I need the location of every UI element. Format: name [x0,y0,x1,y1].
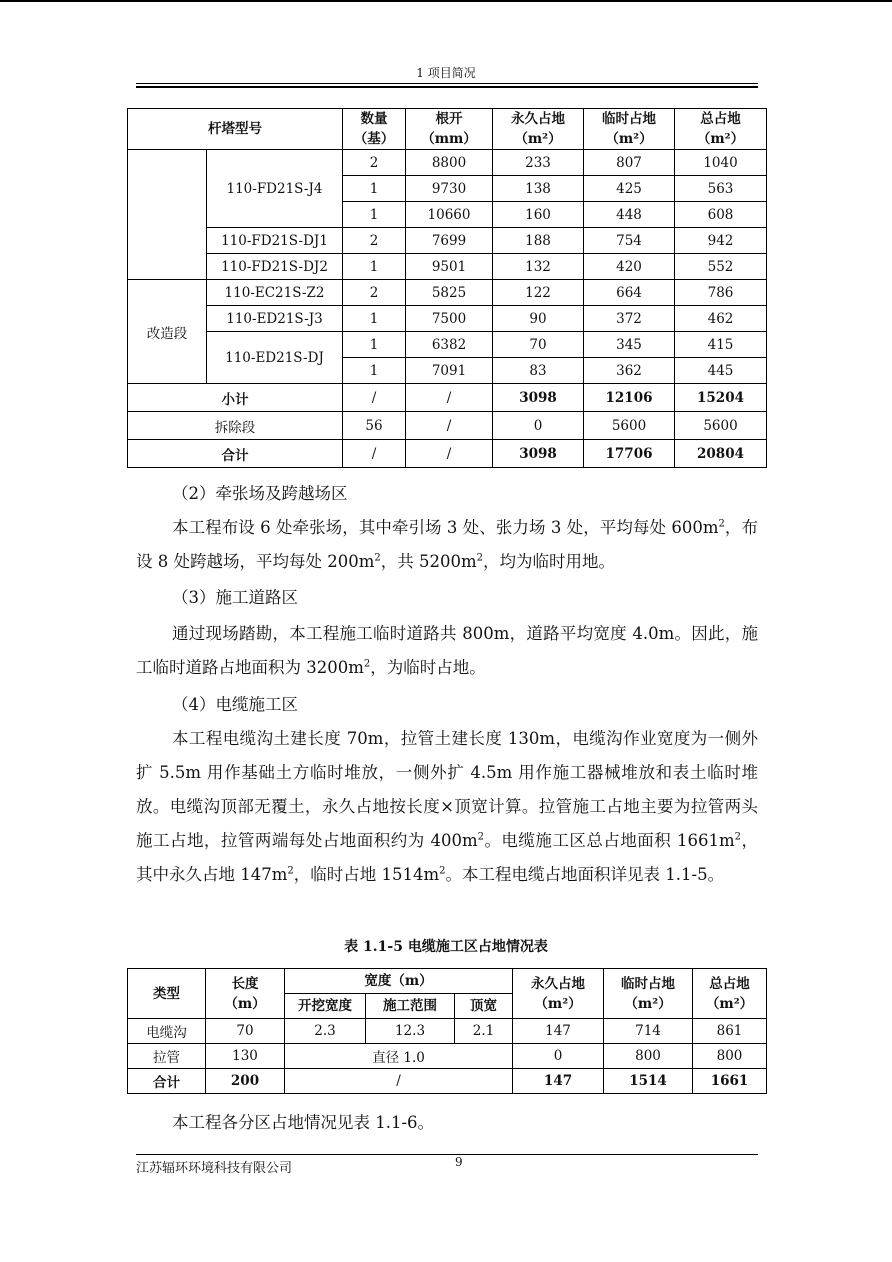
header-rule-thin [136,83,758,84]
cell-model: 110-EC21S-Z2 [207,280,343,306]
footer-rule [136,1154,758,1155]
cell-count: / [343,440,406,468]
cell-type: 电缆沟 [128,1019,206,1044]
footer-company: 江苏辐环环境科技有限公司 [136,1161,293,1176]
col-header-type: 类型 [128,969,206,1019]
cell-root: 7091 [406,358,493,384]
col-header-count: 数量 （基） [343,109,406,150]
cell-count: 2 [343,228,406,254]
cell-root: 5825 [406,280,493,306]
col-header-total: 总占地 （m²） [693,969,767,1019]
cell-total: 462 [675,306,767,332]
cell-width-merged: / [285,1069,513,1094]
table-caption: 表 1.1-5 电缆施工区占地情况表 [344,939,548,955]
cell-root: / [406,384,493,412]
cell-root: / [406,412,493,440]
cell-temp: 425 [584,176,675,202]
demolish-label: 拆除段 [128,412,343,440]
cell-dig: 2.3 [285,1019,366,1044]
cell-total: 1661 [693,1069,767,1094]
table-row [128,228,767,254]
cell-perm: 0 [493,412,584,440]
cell-count: 1 [343,202,406,228]
section-4-paragraph [136,722,758,892]
cell-root: 7500 [406,306,493,332]
cell-perm: 83 [493,358,584,384]
col-header-temp: 临时占地 （m²） [584,109,675,150]
cell-perm: 3098 [493,440,584,468]
cell-top: 2.1 [455,1019,513,1044]
cable-land-table [127,968,767,1094]
table-row [128,306,767,332]
tower-land-table [127,108,767,468]
superscript: 2 [734,831,742,843]
table-row [128,280,767,306]
cell-temp: 372 [584,306,675,332]
cell-temp: 362 [584,358,675,384]
cell-range: 12.3 [366,1019,455,1044]
table-row [128,1019,767,1044]
col-header-root: 根开 （mm） [406,109,493,150]
cell-count: 56 [343,412,406,440]
grand-total-label: 合计 [128,440,343,468]
table-header-row [128,109,767,150]
cell-total: 20804 [675,440,767,468]
group-cell-blank [128,150,207,280]
table-row [128,254,767,280]
grand-total-row [128,440,767,468]
section-3-paragraph [136,617,758,685]
cell-model: 110-FD21S-DJ2 [207,254,343,280]
cell-temp: 17706 [584,440,675,468]
s4-text-a: 本工程电缆沟土建长度 70m，拉管土建长度 130m，电缆沟作业宽度为一侧外扩 5.5m 用作基础土方临时堆放，一侧外扩 4.5m 用作施工器械堆放和表土临时堆放。电缆沟顶部无覆土，永久占地按长度×顶宽计算。拉管施工占地主要为拉管两头施工占地，拉管两端每处占地面积约为 400m [136,729,758,850]
table-row [128,1044,767,1069]
superscript: 2 [287,865,294,877]
cell-count: / [343,384,406,412]
cell-total: 1040 [675,150,767,176]
cell-temp: 807 [584,150,675,176]
top-border-line [0,0,892,2]
cell-perm: 132 [493,254,584,280]
cell-total: 608 [675,202,767,228]
col-header-top: 顶宽 [455,994,513,1019]
cell-root: 9730 [406,176,493,202]
s2-text-c: ，共 5200m [380,552,477,571]
cell-perm: 147 [513,1019,604,1044]
cell-model: 110-ED21S-DJ [207,332,343,384]
cell-total: 415 [675,332,767,358]
cell-total: 563 [675,176,767,202]
cell-total: 5600 [675,412,767,440]
col-header-total: 总占地 （m²） [675,109,767,150]
section-2-title: （2）牵张场及跨越场区 [172,484,348,503]
cell-count: 1 [343,176,406,202]
cell-length: 200 [206,1069,285,1094]
s3-text-a: 通过现场踏勘，本工程施工临时道路共 800m，道路平均宽度 4.0m。因此，施工临时道路占地面积为 3200m [136,624,758,677]
s4-text-b: 。电缆施工区总占地面积 1661m [483,831,735,850]
cell-model: 110-FD21S-DJ1 [207,228,343,254]
s2-text-a: 本工程布设 6 处牵张场，其中牵引场 3 处、张力场 3 处，平均每处 600m [172,518,719,537]
cell-temp: 448 [584,202,675,228]
table-header-row [128,969,767,994]
cell-temp: 420 [584,254,675,280]
cell-perm: 147 [513,1069,604,1094]
s3-text-b: ，为临时占地。 [370,658,486,677]
table-row [128,332,767,358]
cell-type: 合计 [128,1069,206,1094]
cell-total: 15204 [675,384,767,412]
col-header-length: 长度 （m） [206,969,285,1019]
group-cell-rebuild: 改造段 [128,280,207,384]
superscript: 2 [439,865,446,877]
cell-root: 6382 [406,332,493,358]
cell-total: 942 [675,228,767,254]
col-header-type: 杆塔型号 [128,109,343,150]
cell-model: 110-ED21S-J3 [207,306,343,332]
col-header-width: 宽度（m） [285,969,513,994]
col-header-temp: 临时占地 （m²） [604,969,693,1019]
superscript: 2 [718,518,725,530]
cell-count: 1 [343,332,406,358]
cell-model: 110-FD21S-J4 [207,150,343,228]
cell-length: 130 [206,1044,285,1069]
section-3-title: （3）施工道路区 [172,588,298,607]
running-header: 1 项目简况 [416,66,476,80]
section-2-paragraph [136,511,758,579]
cell-count: 2 [343,150,406,176]
cell-root: 10660 [406,202,493,228]
cell-temp: 5600 [584,412,675,440]
cell-temp: 714 [604,1019,693,1044]
table-row [128,150,767,176]
cell-length: 70 [206,1019,285,1044]
cell-type: 拉管 [128,1044,206,1069]
cell-temp: 800 [604,1044,693,1069]
cell-total: 800 [693,1044,767,1069]
cell-perm: 70 [493,332,584,358]
cell-temp: 664 [584,280,675,306]
cell-width-merged: 直径 1.0 [285,1044,513,1069]
cell-total: 786 [675,280,767,306]
s4-text-d: ，临时占地 1514m [293,865,440,884]
cell-root: 8800 [406,150,493,176]
closing-paragraph: 本工程各分区占地情况见表 1.1-6。 [172,1113,435,1132]
cell-temp: 754 [584,228,675,254]
subtotal-label: 小计 [128,384,343,412]
superscript: 2 [477,831,484,843]
cell-temp: 1514 [604,1069,693,1094]
s2-text-d: ，均为临时用地。 [483,552,616,571]
col-header-dig: 开挖宽度 [285,994,366,1019]
superscript: 2 [476,552,484,564]
s4-text-c: ，其中永久占地 147m [136,831,758,884]
superscript: 2 [374,552,381,564]
s2-text-b: ，布设 8 处跨越场，平均每处 200m [136,518,758,571]
s4-text-e: 。本工程电缆占地面积详见表 1.1-5。 [445,865,725,884]
page-number: 9 [455,1155,463,1169]
cell-perm: 3098 [493,384,584,412]
cell-count: 1 [343,254,406,280]
cell-perm: 160 [493,202,584,228]
col-header-perm: 永久占地 （m²） [513,969,604,1019]
superscript: 2 [363,658,371,670]
cell-total: 861 [693,1019,767,1044]
total-row [128,1069,767,1094]
col-header-perm: 永久占地 （m²） [493,109,584,150]
cell-perm: 122 [493,280,584,306]
cell-count: 2 [343,280,406,306]
cell-perm: 90 [493,306,584,332]
cell-total: 552 [675,254,767,280]
cell-count: 1 [343,358,406,384]
cell-temp: 12106 [584,384,675,412]
cell-count: 1 [343,306,406,332]
section-4-title: （4）电缆施工区 [172,695,298,714]
cell-perm: 233 [493,150,584,176]
subtotal-row [128,384,767,412]
cell-root: 7699 [406,228,493,254]
col-header-range: 施工范围 [366,994,455,1019]
demolish-row [128,412,767,440]
cell-perm: 188 [493,228,584,254]
cell-total: 445 [675,358,767,384]
cell-root: 9501 [406,254,493,280]
cell-perm: 138 [493,176,584,202]
cell-perm: 0 [513,1044,604,1069]
cell-temp: 345 [584,332,675,358]
header-rule-thick [136,86,758,88]
cell-root: / [406,440,493,468]
